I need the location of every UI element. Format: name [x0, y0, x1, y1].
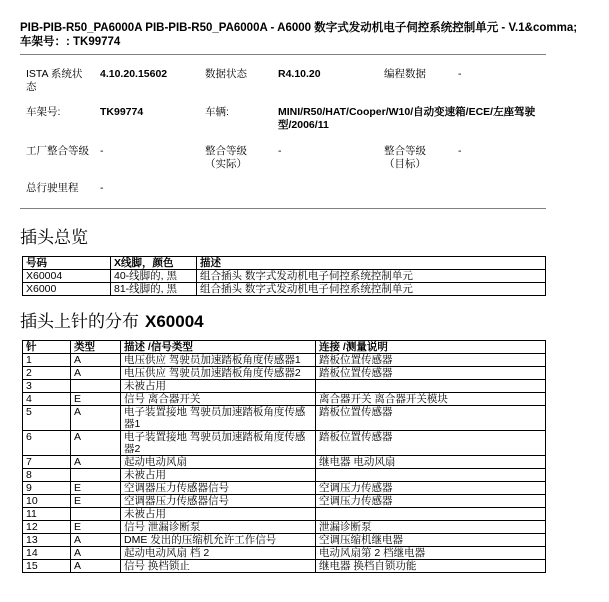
- table-cell: 5: [23, 406, 71, 431]
- table-cell: X6000: [23, 283, 111, 296]
- overview-row: [23, 283, 546, 296]
- pin-row: [23, 406, 546, 431]
- table-cell: 未被占用: [121, 469, 316, 482]
- table-cell: 3: [23, 380, 71, 393]
- pin-row: [23, 547, 546, 560]
- table-cell: 81-线脚的, 黑: [111, 283, 197, 296]
- table-cell: 泄漏诊断泵: [316, 521, 546, 534]
- data-status-value: R4.10.20: [278, 68, 321, 80]
- table-cell: 2: [23, 367, 71, 380]
- table-cell: 9: [23, 482, 71, 495]
- pin-row: [23, 431, 546, 456]
- pin-row: [23, 354, 546, 367]
- vehicle-label: 车辆:: [205, 106, 229, 118]
- table-cell: [316, 380, 546, 393]
- overview-row: [23, 270, 546, 283]
- vin-label: 车架号:: [26, 106, 61, 118]
- table-cell: 空调器压力传感器信号: [121, 482, 316, 495]
- table-cell: 电压供应 驾驶员加速踏板角度传感器1: [121, 354, 316, 367]
- table-cell: 14: [23, 547, 71, 560]
- table-cell: 13: [23, 534, 71, 547]
- table-cell: 电子装置接地 驾驶员加速踏板角度传感器2: [121, 431, 316, 456]
- pin-row: [23, 482, 546, 495]
- mileage-label: 总行驶里程: [26, 182, 79, 194]
- table-cell: 信号 换档锁止: [121, 560, 316, 573]
- table-cell: 踏板位置传感器: [316, 367, 546, 380]
- table-cell: 未被占用: [121, 380, 316, 393]
- table-cell: [316, 508, 546, 521]
- overview-header-cell: 号码: [23, 257, 111, 270]
- table-cell: 踏板位置传感器: [316, 354, 546, 367]
- pin-distribution-connector: X60004: [145, 312, 204, 331]
- overview-header-cell: 描述: [197, 257, 546, 270]
- vehicle-value: MINI/R50/HAT/Cooper/W10/自动变速箱/ECE/左座驾驶型/2006/11: [278, 106, 536, 131]
- table-cell: 继电器 换档自锁功能: [316, 560, 546, 573]
- table-cell: E: [71, 393, 121, 406]
- table-cell: 信号 离合器开关: [121, 393, 316, 406]
- actual-level-value: -: [278, 145, 282, 157]
- table-cell: 踏板位置传感器: [316, 431, 546, 456]
- table-cell: E: [71, 495, 121, 508]
- table-cell: DME 发出的压缩机允许工作信号: [121, 534, 316, 547]
- overview-header-cell: X线脚，颜色: [111, 257, 197, 270]
- table-cell: 踏板位置传感器: [316, 406, 546, 431]
- programming-data-value: -: [458, 68, 462, 80]
- table-cell: 12: [23, 521, 71, 534]
- table-cell: [71, 508, 121, 521]
- table-cell: E: [71, 482, 121, 495]
- table-cell: 空调器压力传感器信号: [121, 495, 316, 508]
- table-cell: 组合插头 数字式发动机电子伺控系统控制单元: [197, 270, 546, 283]
- pin-row: [23, 393, 546, 406]
- pin-distribution-title-text: 插头上针的分布: [20, 312, 139, 331]
- pin-row: [23, 508, 546, 521]
- table-cell: 11: [23, 508, 71, 521]
- header-divider: [20, 54, 546, 55]
- pin-row: [23, 560, 546, 573]
- pin-header-cell: 针: [23, 341, 71, 354]
- document-title: PIB-PIB-R50_PA6000A PIB-PIB-R50_PA6000A - A6000 数字式发动机电子伺控系统控制单元 - V.1&comma; 车架号：: TK99774: [20, 22, 578, 48]
- connector-overview-title: 插头总览: [20, 228, 88, 247]
- pin-row: [23, 495, 546, 508]
- table-cell: [316, 469, 546, 482]
- table-cell: A: [71, 431, 121, 456]
- table-cell: 10: [23, 495, 71, 508]
- table-cell: [71, 469, 121, 482]
- table-cell: 空调压力传感器: [316, 482, 546, 495]
- vin-value: TK99774: [100, 106, 144, 118]
- pin-row: [23, 456, 546, 469]
- pin-row: [23, 534, 546, 547]
- pin-row: [23, 469, 546, 482]
- table-cell: 起动电动风扇 档 2: [121, 547, 316, 560]
- table-cell: 离合器开关 离合器开关模块: [316, 393, 546, 406]
- pin-header-cell: 描述 /信号类型: [121, 341, 316, 354]
- table-cell: 电子装置接地 驾驶员加速踏板角度传感器1: [121, 406, 316, 431]
- factory-level-label: 工厂整合等级: [26, 145, 89, 157]
- table-cell: 继电器 电动风扇: [316, 456, 546, 469]
- target-level-value: -: [458, 145, 462, 157]
- table-cell: 未被占用: [121, 508, 316, 521]
- info-divider: [20, 208, 546, 209]
- table-cell: A: [71, 560, 121, 573]
- table-cell: 空调压缩机继电器: [316, 534, 546, 547]
- table-cell: 组合插头 数字式发动机电子伺控系统控制单元: [197, 283, 546, 296]
- pin-header-row: [23, 341, 546, 354]
- table-cell: A: [71, 406, 121, 431]
- programming-data-label: 编程数据: [384, 68, 426, 80]
- table-cell: 电动风扇第 2 档继电器: [316, 547, 546, 560]
- table-cell: X60004: [23, 270, 111, 283]
- ista-value: 4.10.20.15602: [100, 68, 168, 80]
- table-cell: 40-线脚的, 黑: [111, 270, 197, 283]
- mileage-value: -: [100, 182, 104, 194]
- target-level-label: 整合等级（目标）: [384, 145, 426, 170]
- table-cell: A: [71, 534, 121, 547]
- data-status-label: 数据状态: [205, 68, 247, 80]
- table-cell: 电压供应 驾驶员加速踏板角度传感器2: [121, 367, 316, 380]
- pin-row: [23, 380, 546, 393]
- table-cell: 空调压力传感器: [316, 495, 546, 508]
- table-cell: 15: [23, 560, 71, 573]
- actual-level-label: 整合等级（实际）: [205, 145, 247, 170]
- table-cell: A: [71, 354, 121, 367]
- table-cell: [71, 380, 121, 393]
- table-cell: A: [71, 456, 121, 469]
- table-cell: A: [71, 547, 121, 560]
- table-cell: 8: [23, 469, 71, 482]
- table-cell: 4: [23, 393, 71, 406]
- table-cell: 6: [23, 431, 71, 456]
- pin-row: [23, 521, 546, 534]
- connector-overview-table: [22, 256, 546, 296]
- table-cell: 1: [23, 354, 71, 367]
- table-cell: 起动电动风扇: [121, 456, 316, 469]
- factory-level-value: -: [100, 145, 104, 157]
- table-cell: A: [71, 367, 121, 380]
- overview-header-row: [23, 257, 546, 270]
- pin-distribution-table: [22, 340, 546, 573]
- pin-header-cell: 类型: [71, 341, 121, 354]
- pin-header-cell: 连接 /测量说明: [316, 341, 546, 354]
- table-cell: 7: [23, 456, 71, 469]
- ista-label: ISTA 系统状态: [26, 68, 83, 93]
- pin-row: [23, 367, 546, 380]
- table-cell: 信号 泄漏诊断泵: [121, 521, 316, 534]
- pin-distribution-title: [20, 312, 204, 332]
- table-cell: E: [71, 521, 121, 534]
